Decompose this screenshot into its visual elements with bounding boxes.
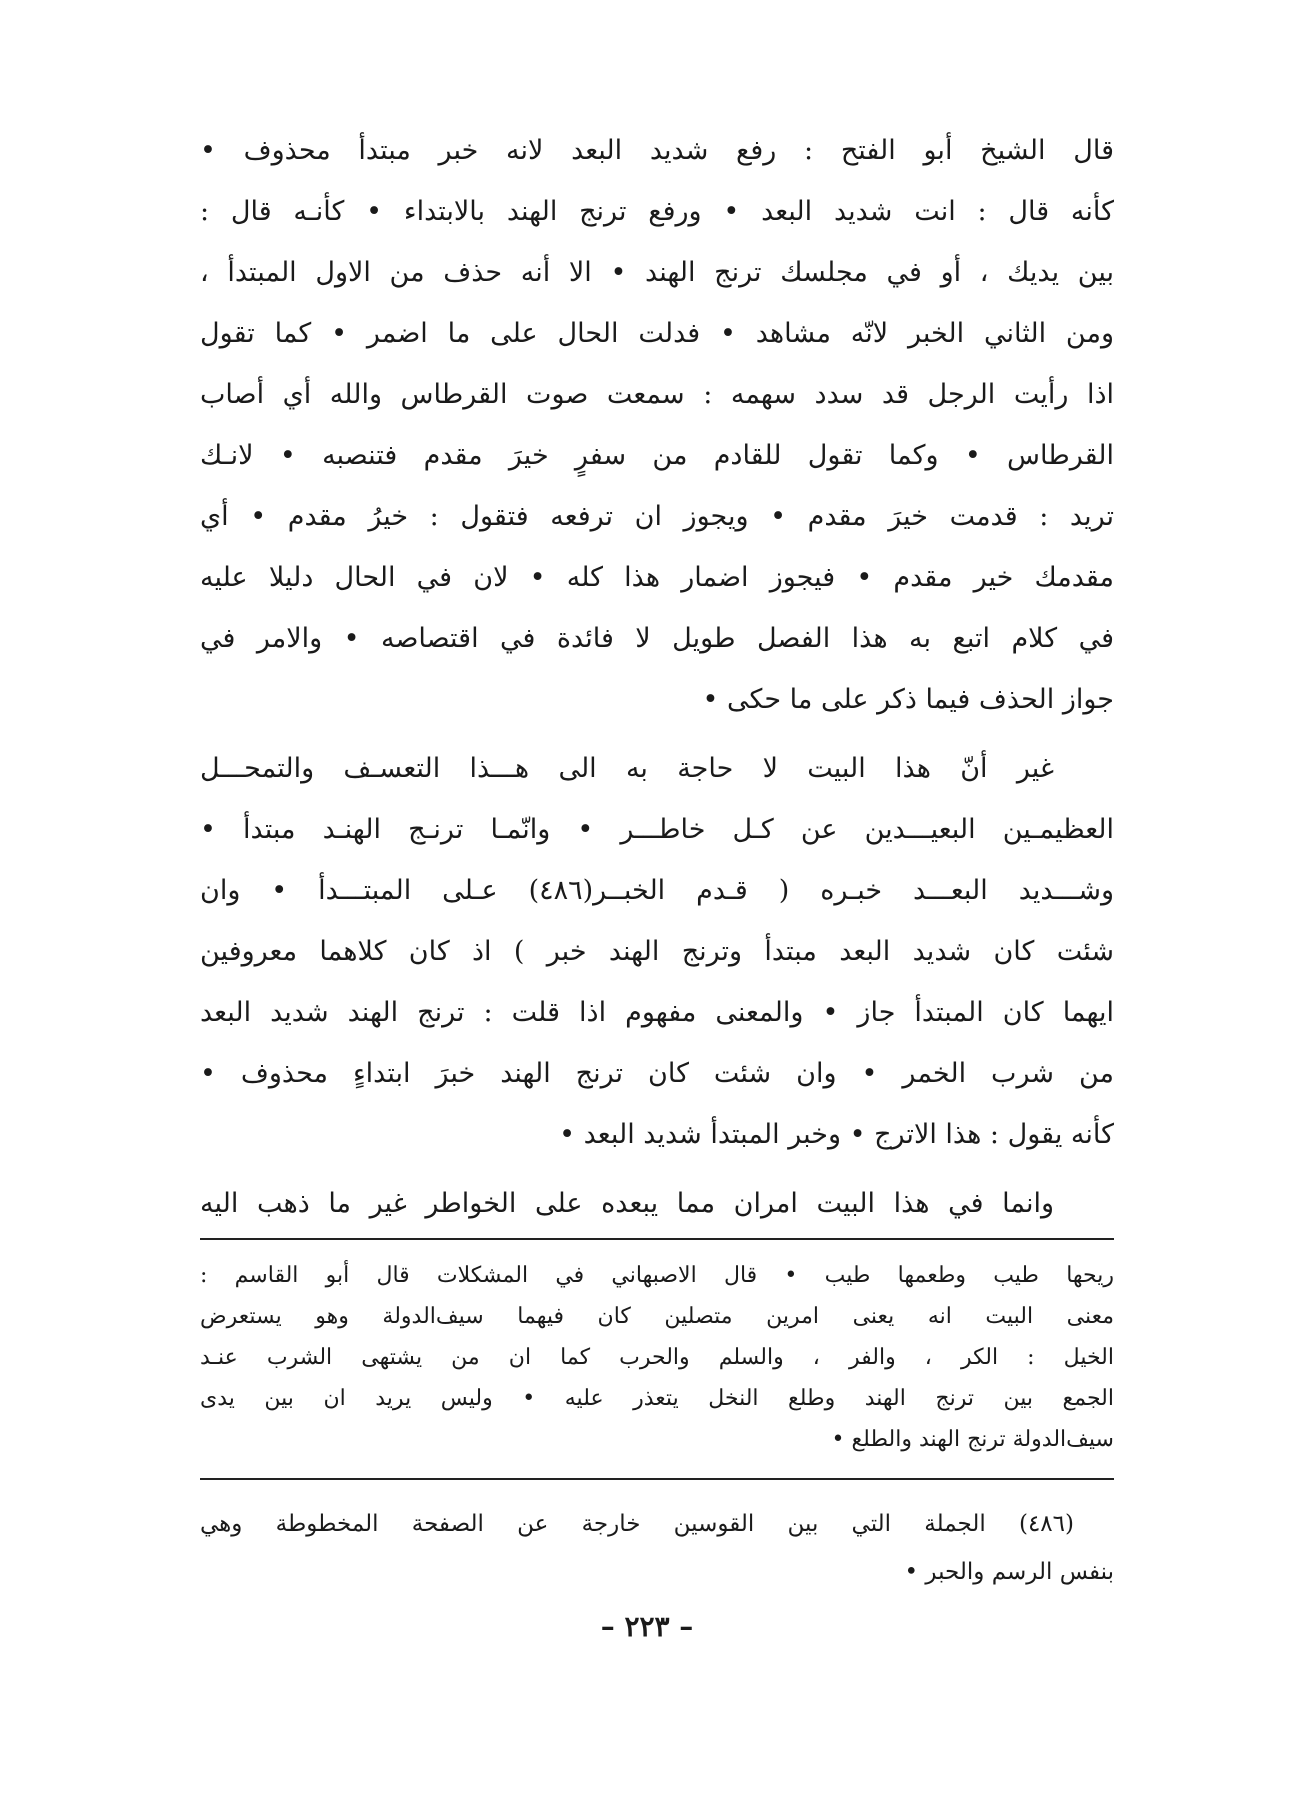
text-line: جواز الحذف فيما ذكر على ما حكى • — [702, 684, 1114, 715]
margin-note — [200, 1255, 1114, 1460]
footnote-divider — [200, 1478, 1114, 1480]
text-line: وشـــديد البعـــد خبـره ( قـدم الخبــر(٤٨٦) عـلى المبتـــدأ • وان — [200, 875, 1114, 906]
text-line: القرطاس • وكما تقول للقادم من سفرٍ خيرَ مقدم فتنصبه • لانـك — [200, 440, 1114, 471]
text-line: بين يديك ، أو في مجلسك ترنج الهند • الا أنه حذف من الاول المبتدأ ، — [200, 257, 1114, 288]
paragraph-3 — [200, 1173, 1114, 1234]
footnote-line: (٤٨٦) الجملة التي بين القوسين خارجة عن الصفحة المخطوطة وهي — [200, 1511, 1074, 1537]
text-line: في كلام اتبع به هذا الفصل طويل لا فائدة في اقتصاصه • والامر في — [200, 623, 1114, 654]
text-line: مقدمك خير مقدم • فيجوز اضمار هذا كله • لان في الحال دليلا عليه — [200, 562, 1114, 593]
paragraph-2 — [200, 738, 1114, 1165]
text-line: اذا رأيت الرجل قد سدد سهمه : سمعت صوت القرطاس والله أي أصاب — [200, 379, 1114, 410]
page-number: – ٢٢٣ – — [600, 1610, 694, 1643]
text-line: ايهما كان المبتدأ جاز • والمعنى مفهوم اذا قلت : ترنج الهند شديد البعد — [200, 997, 1114, 1028]
note-divider — [200, 1238, 1114, 1240]
footnote-line: بنفس الرسم والحبر • — [904, 1559, 1114, 1585]
note-line: ريحها طيب وطعمها طيب • قال الاصبهاني في المشكلات قال أبو القاسم : — [200, 1263, 1114, 1288]
text-line: شئت كان شديد البعد مبتدأ وترنج الهند خبر ) اذ كان كلاهما معروفين — [200, 936, 1114, 967]
text-line: العظيمـين البعيـــدين عن كـل خاطـــر • وانّمـا ترنـج الهنـد مبتدأ • — [200, 814, 1114, 845]
text-line: قال الشيخ أبو الفتح : رفع شديد البعد لانه خبر مبتدأ محذوف • — [200, 135, 1114, 166]
text-line: كأنه يقول : هذا الاترج • وخبر المبتدأ شديد البعد • — [559, 1119, 1114, 1150]
text-line: ومن الثاني الخبر لانّه مشاهد • فدلت الحال على ما اضمر • كما تقول — [200, 318, 1114, 349]
paragraph-1 — [200, 120, 1114, 730]
text-line: تريد : قدمت خيرَ مقدم • ويجوز ان ترفعه فتقول : خيرُ مقدم • أي — [200, 501, 1114, 532]
text-line: من شرب الخمر • وان شئت كان ترنج الهند خبرَ ابتداءٍ محذوف • — [200, 1058, 1114, 1089]
note-line: سيف‌الدولة ترنج الهند والطلع • — [831, 1427, 1114, 1452]
note-line: الجمع بين ترنج الهند وطلع النخل يتعذر عليه • وليس يريد ان بين يدى — [200, 1386, 1114, 1411]
text-line: كأنه قال : انت شديد البعد • ورفع ترنج الهند بالابتداء • كأنـه قال : — [200, 196, 1114, 227]
note-line: معنى البيت انه يعنى امرين متصلين كان فيهما سيف‌الدولة وهو يستعرض — [200, 1304, 1114, 1329]
note-line: الخيل : الكر ، والفر ، والسلم والحرب كما ان من يشتهى الشرب عنـد — [200, 1345, 1114, 1370]
text-line: غير أنّ هذا البيت لا حاجة به الى هـــذا التعسـف والتمحـــل — [200, 753, 1054, 784]
footnote — [200, 1500, 1114, 1596]
main-text — [200, 120, 1114, 1242]
text-line: وانما في هذا البيت امران مما يبعده على الخواطر غير ما ذهب اليه — [200, 1188, 1054, 1219]
